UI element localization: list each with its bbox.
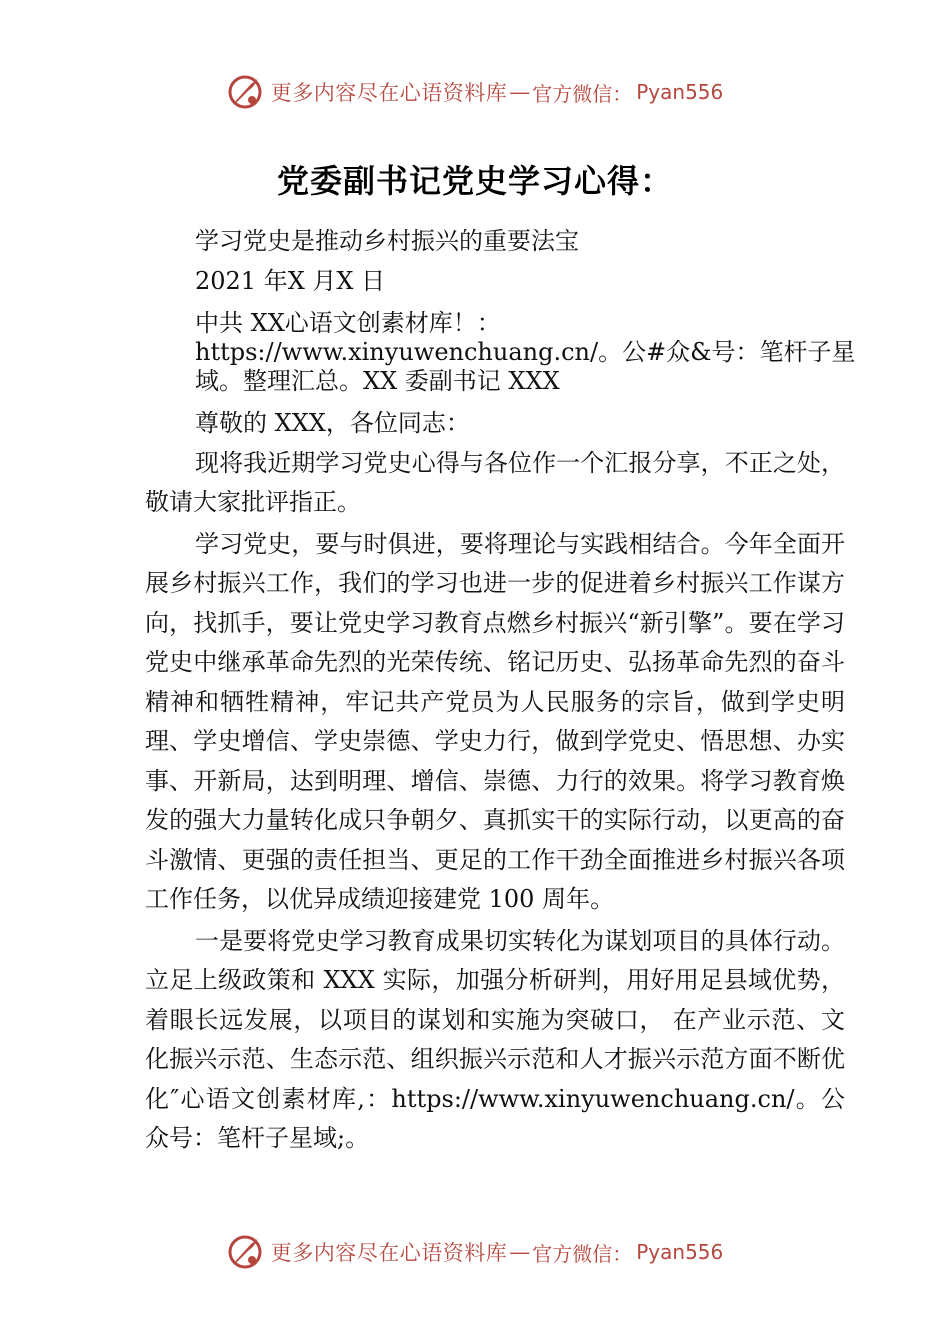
banner-wechat-label: 官方微信： xyxy=(532,1241,633,1266)
header-info xyxy=(145,309,856,396)
document-title: 党委副书记党史学习心得： xyxy=(276,162,673,200)
greeting: 尊敬的 XXX，各位同志： xyxy=(195,409,470,437)
quill-logo-icon xyxy=(227,74,263,110)
banner-text: 更多内容尽在心语资料库 xyxy=(270,1241,508,1265)
header-line: https://www.xinyuwenchuang.cn/。公#众&号：笔杆子星 xyxy=(195,338,856,366)
banner-wechat-id: Pyan556 xyxy=(636,1240,724,1264)
paragraph: 现将我近期学习党史心得与各位作一个汇报分享，不正之处，敬请大家批评指正。 xyxy=(145,448,845,516)
quill-logo-icon xyxy=(227,1234,263,1270)
date-line: 2021 年X 月X 日 xyxy=(195,266,386,295)
subtitle: 学习党史是推动乡村振兴的重要法宝 xyxy=(195,227,579,255)
banner-wechat-id: Pyan556 xyxy=(636,80,724,104)
header-watermark xyxy=(0,72,950,112)
banner-text: 更多内容尽在心语资料库 xyxy=(270,81,508,105)
paragraph: 一是要将党史学习教育成果切实转化为谋划项目的具体行动。立足上级政策和 XXX 实际，加强分析研判，用好用足县域优势，着眼长远发展，以项目的谋划和实施为突破口， 在产业示范、文化振兴示范、生态示范、组织振兴示范和人才振兴示范方面不断优化″心语文创素材库,：https://www.xinyuwenchuang.cn/。公众号：笔杆子星域;。 xyxy=(145,926,845,1152)
header-line: 中共 XX心语文创素材库！： xyxy=(195,309,501,337)
paragraph: 学习党史，要与时俱进，要将理论与实践相结合。今年全面开展乡村振兴工作，我们的学习也进一步的促进着乡村振兴工作谋方向，找抓手，要让党史学习教育点燃乡村振兴“新引擎”。要在学习党史中继承革命先烈的光荣传统、铭记历史、弘扬革命先烈的奋斗精神和牺牲精神，牢记共产党员为人民服务的宗旨，做到学史明理、学史增信、学史崇德、学史力行，做到学党史、悟思想、办实事、开新局，达到明理、增信、崇德、力行的效果。将学习教育焕发的强大力量转化成只争朝夕、真抓实干的实际行动，以更高的奋斗激情、更强的责任担当、更足的工作干劲全面推进乡村振兴各项工作任务，以优异成绩迎接建党 100 周年。 xyxy=(145,529,845,913)
banner-separator: — xyxy=(509,80,531,104)
banner-separator: — xyxy=(509,1240,531,1264)
banner-wechat-label: 官方微信： xyxy=(532,81,633,106)
document-body xyxy=(145,222,856,1159)
footer-watermark xyxy=(0,1232,950,1272)
header-line: 域。整理汇总。XX 委副书记 XXX xyxy=(195,367,560,395)
